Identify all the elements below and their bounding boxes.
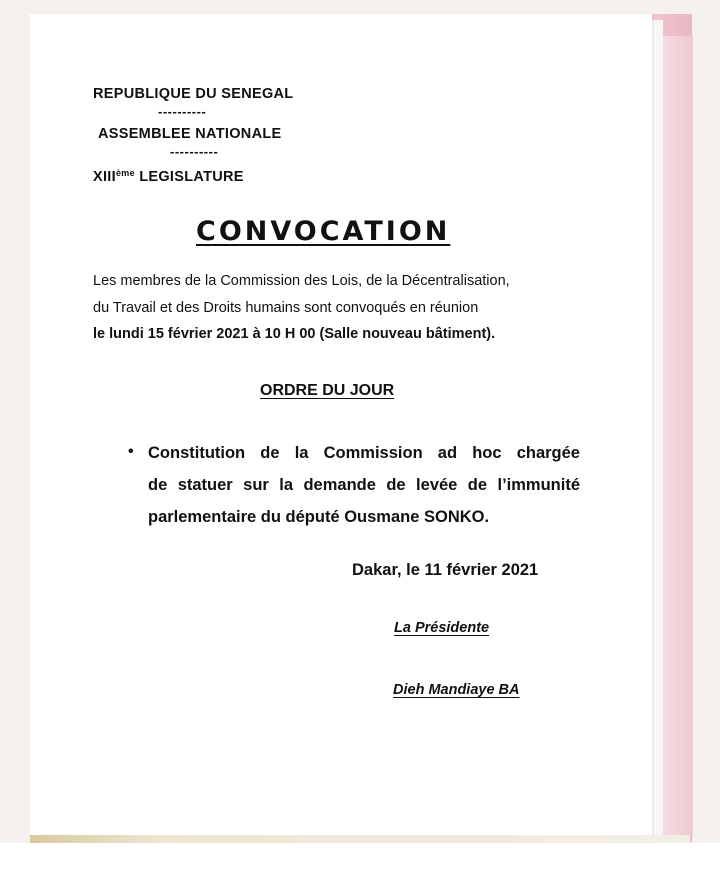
place-and-date: Dakar, le 11 février 2021 <box>352 561 539 579</box>
signatory-role: La Présidente <box>394 620 490 636</box>
document-title: CONVOCATION <box>196 216 451 247</box>
body-line-2: du Travail et des Droits humains sont convoqués en réunion <box>93 300 479 316</box>
legislature-number: XIII <box>93 169 116 185</box>
agenda-bullet: • <box>128 443 134 460</box>
header-separator-2: ---------- <box>170 144 219 159</box>
image-bottom-margin <box>0 843 720 869</box>
legislature-ordinal: ème <box>115 168 135 178</box>
header-republic: REPUBLIQUE DU SENEGAL <box>93 86 294 102</box>
agenda-item-line-2: de statuer sur la demande de levée de l’immunité <box>148 476 580 494</box>
header-separator-1: ---------- <box>158 104 207 119</box>
header-assembly: ASSEMBLEE NATIONALE <box>98 126 282 142</box>
table-surface-strip <box>30 835 690 843</box>
signatory-name: Dieh Mandiaye BA <box>393 682 520 698</box>
agenda-item-line-1: Constitution de la Commission ad hoc chargée <box>148 444 580 462</box>
legislature-label: LEGISLATURE <box>134 169 244 185</box>
agenda-item-line-3: parlementaire du député Ousmane SONKO. <box>148 508 490 526</box>
agenda-heading: ORDRE DU JOUR <box>260 382 395 399</box>
meeting-datetime: le lundi 15 février 2021 à 10 H 00 (Salle nouveau bâtiment). <box>93 326 496 342</box>
body-line-1: Les membres de la Commission des Lois, de la Décentralisation, <box>93 273 510 289</box>
header-legislature <box>93 168 244 185</box>
